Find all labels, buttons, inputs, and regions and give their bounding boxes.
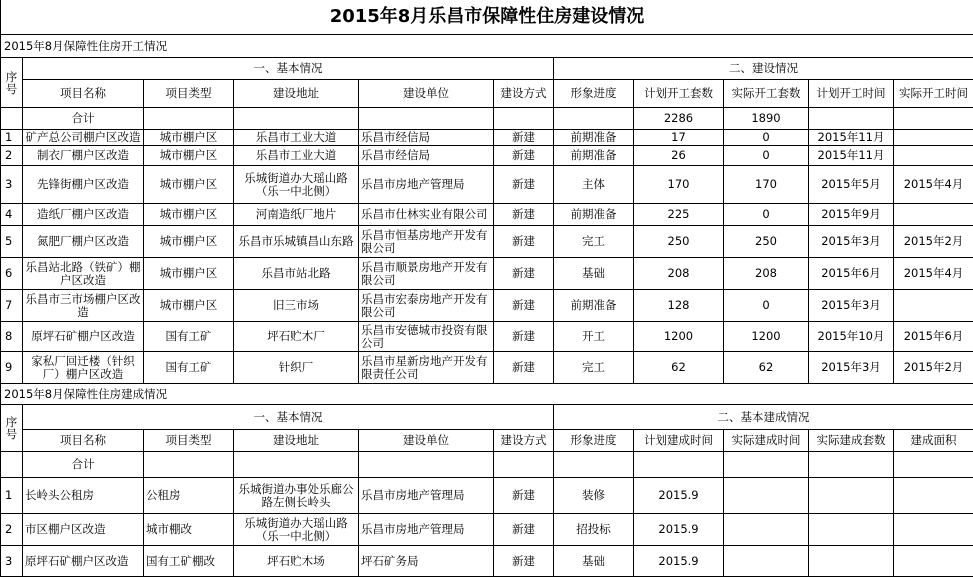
table-cell-addr: 乐城街道办事处乐廊公路左侧长岭头 bbox=[234, 478, 359, 514]
section2-total-empty bbox=[494, 452, 554, 478]
section2-total-empty bbox=[894, 452, 973, 478]
table-cell-name: 矿产总公司棚户区改造 bbox=[23, 130, 144, 146]
table-cell-mode: 新建 bbox=[494, 546, 554, 577]
section2-col-header: 形象进度 bbox=[554, 430, 634, 452]
section2-col-header: 建设地址 bbox=[234, 430, 359, 452]
section2-total-empty bbox=[809, 452, 894, 478]
table-cell-empty bbox=[724, 478, 809, 514]
table-cell-actual_time bbox=[894, 130, 973, 146]
table-cell-unit: 乐昌市房地产管理局 bbox=[359, 166, 494, 204]
section1-total-empty bbox=[359, 108, 494, 130]
section1-group-basic: 一、基本情况 bbox=[23, 58, 554, 80]
table-cell-addr: 坪石贮木场 bbox=[234, 546, 359, 577]
table-cell-type: 城市棚户区 bbox=[144, 258, 234, 290]
table-cell-addr: 旧三市场 bbox=[234, 290, 359, 322]
table-cell-empty bbox=[724, 514, 809, 546]
table-cell-plan_units: 17 bbox=[634, 130, 724, 146]
table-cell-plan_units: 170 bbox=[634, 166, 724, 204]
section2-col-header: 实际建成套数 bbox=[809, 430, 894, 452]
section1-col-header: 计划开工时间 bbox=[809, 80, 894, 108]
table-row-number: 4 bbox=[1, 204, 23, 226]
table-cell-type: 城市棚户区 bbox=[144, 146, 234, 166]
table-cell-type: 城市棚户区 bbox=[144, 166, 234, 204]
section2-group-progress: 二、基本建成情况 bbox=[554, 405, 973, 430]
table-cell-actual_time: 2015年2月 bbox=[894, 352, 973, 384]
section2-title: 2015年8月保障性住房建成情况 bbox=[1, 384, 973, 405]
section1-col-header: 计划开工套数 bbox=[634, 80, 724, 108]
section1-total-empty bbox=[894, 108, 973, 130]
table-cell-actual_units: 0 bbox=[724, 290, 809, 322]
table-cell-progress: 前期准备 bbox=[554, 130, 634, 146]
table-cell-progress: 完工 bbox=[554, 352, 634, 384]
section1-col-header: 实际开工套数 bbox=[724, 80, 809, 108]
table-cell-type: 城市棚户区 bbox=[144, 290, 234, 322]
table-cell-empty bbox=[894, 478, 973, 514]
section1-col-header: 建设地址 bbox=[234, 80, 359, 108]
section1-total-empty bbox=[809, 108, 894, 130]
table-cell-actual_units: 0 bbox=[724, 130, 809, 146]
table-cell-plan_time: 2015年3月 bbox=[809, 226, 894, 258]
section1-total-seq bbox=[1, 108, 23, 130]
table-cell-mode: 新建 bbox=[494, 352, 554, 384]
table-cell-empty bbox=[809, 478, 894, 514]
table-cell-progress: 主体 bbox=[554, 166, 634, 204]
table-cell-name: 市区棚户区改造 bbox=[23, 514, 144, 546]
table-cell-type: 公租房 bbox=[144, 478, 234, 514]
section1-col-header: 形象进度 bbox=[554, 80, 634, 108]
table-cell-mode: 新建 bbox=[494, 322, 554, 352]
table-cell-unit: 乐昌市仕林实业有限公司 bbox=[359, 204, 494, 226]
table-cell-plan_units: 1200 bbox=[634, 322, 724, 352]
section1-total-label: 合计 bbox=[23, 108, 144, 130]
table-cell-addr: 坪石贮木厂 bbox=[234, 322, 359, 352]
table-cell-plan_units: 208 bbox=[634, 258, 724, 290]
section1-col-header: 建设方式 bbox=[494, 80, 554, 108]
table-cell-unit: 乐昌市经信局 bbox=[359, 130, 494, 146]
table-cell-plan_units: 62 bbox=[634, 352, 724, 384]
section2-total-empty bbox=[144, 452, 234, 478]
table-cell-progress: 基础 bbox=[554, 546, 634, 577]
table-cell-actual_units: 250 bbox=[724, 226, 809, 258]
table-cell-plan_units: 128 bbox=[634, 290, 724, 322]
table-cell-actual_units: 170 bbox=[724, 166, 809, 204]
table-cell-mode: 新建 bbox=[494, 130, 554, 146]
table-cell-name: 原坪石矿棚户区改造 bbox=[23, 546, 144, 577]
table-cell-empty bbox=[809, 514, 894, 546]
table-cell-addr: 河南造纸厂地片 bbox=[234, 204, 359, 226]
table-cell-unit: 乐昌市房地产管理局 bbox=[359, 478, 494, 514]
section1-seq-header: 序号 bbox=[1, 58, 23, 108]
table-cell-addr: 乐城街道办大瑶山路（乐一中北侧） bbox=[234, 166, 359, 204]
table-cell-progress: 基础 bbox=[554, 258, 634, 290]
section2-col-header: 建设方式 bbox=[494, 430, 554, 452]
table-row-number: 8 bbox=[1, 322, 23, 352]
table-cell-progress: 前期准备 bbox=[554, 290, 634, 322]
table-cell-name: 原坪石矿棚户区改造 bbox=[23, 322, 144, 352]
table-row-number: 7 bbox=[1, 290, 23, 322]
table-cell-unit: 乐昌市星新房地产开发有限责任公司 bbox=[359, 352, 494, 384]
table-cell-unit: 乐昌市安德城市投资有限公司 bbox=[359, 322, 494, 352]
section1-total-empty bbox=[494, 108, 554, 130]
table-cell-type: 国有工矿棚改 bbox=[144, 546, 234, 577]
table-cell-actual_units: 62 bbox=[724, 352, 809, 384]
table-cell-actual_time: 2015年6月 bbox=[894, 322, 973, 352]
table-cell-actual_units: 208 bbox=[724, 258, 809, 290]
table-cell-actual_units: 1200 bbox=[724, 322, 809, 352]
section2-total-empty bbox=[634, 452, 724, 478]
table-cell-progress: 装修 bbox=[554, 478, 634, 514]
table-row-number: 1 bbox=[1, 478, 23, 514]
table-cell-addr: 乐昌市乐城镇昌山东路 bbox=[234, 226, 359, 258]
table-cell-plan_time: 2015年10月 bbox=[809, 322, 894, 352]
table-cell-empty bbox=[809, 546, 894, 577]
section1-total-actual: 1890 bbox=[724, 108, 809, 130]
section1-col-header: 建设单位 bbox=[359, 80, 494, 108]
table-row-number: 5 bbox=[1, 226, 23, 258]
section1-total-planned: 2286 bbox=[634, 108, 724, 130]
section1-total-empty bbox=[144, 108, 234, 130]
table-cell-addr: 针织厂 bbox=[234, 352, 359, 384]
table-cell-plan_units: 250 bbox=[634, 226, 724, 258]
section2-col-header: 项目类型 bbox=[144, 430, 234, 452]
table-cell-mode: 新建 bbox=[494, 226, 554, 258]
section2-seq-header: 序号 bbox=[1, 405, 23, 452]
table-cell-unit: 乐昌市宏泰房地产开发有限公司 bbox=[359, 290, 494, 322]
table-cell-addr: 乐城街道办大瑶山路（乐一中北侧） bbox=[234, 514, 359, 546]
table-cell-progress: 招投标 bbox=[554, 514, 634, 546]
section1-col-header: 项目类型 bbox=[144, 80, 234, 108]
table-cell-plan_time: 2015年3月 bbox=[809, 290, 894, 322]
table-cell-actual_time: 2015年2月 bbox=[894, 226, 973, 258]
section2-col-header: 实际建成时间 bbox=[724, 430, 809, 452]
table-cell-type: 城市棚户区 bbox=[144, 226, 234, 258]
section2-total-label: 合计 bbox=[23, 452, 144, 478]
table-cell-actual_time: 2015年4月 bbox=[894, 166, 973, 204]
table-cell-plan_units: 26 bbox=[634, 146, 724, 166]
table-cell-mode: 新建 bbox=[494, 514, 554, 546]
table-row-number: 3 bbox=[1, 166, 23, 204]
table-cell-plan_time: 2015年6月 bbox=[809, 258, 894, 290]
table-cell-addr: 乐昌市工业大道 bbox=[234, 130, 359, 146]
section2-col-header: 建设单位 bbox=[359, 430, 494, 452]
table-cell-type: 城市棚户区 bbox=[144, 130, 234, 146]
table-cell-mode: 新建 bbox=[494, 204, 554, 226]
table-cell-plan_time: 2015年9月 bbox=[809, 204, 894, 226]
section1-group-progress: 二、建设情况 bbox=[554, 58, 973, 80]
section2-col-header: 项目名称 bbox=[23, 430, 144, 452]
table-cell-unit: 乐昌市顺景房地产开发有限公司 bbox=[359, 258, 494, 290]
section2-group-basic: 一、基本情况 bbox=[23, 405, 554, 430]
section1-col-header: 项目名称 bbox=[23, 80, 144, 108]
table-cell-plan_time: 2015.9 bbox=[634, 514, 724, 546]
table-cell-actual_time bbox=[894, 290, 973, 322]
section1-col-header: 实际开工时间 bbox=[894, 80, 973, 108]
table-cell-plan_time: 2015.9 bbox=[634, 478, 724, 514]
table-cell-name: 长岭头公租房 bbox=[23, 478, 144, 514]
table-cell-actual_units: 0 bbox=[724, 204, 809, 226]
table-row-number: 6 bbox=[1, 258, 23, 290]
section1-total-empty bbox=[234, 108, 359, 130]
table-cell-unit: 坪石矿务局 bbox=[359, 546, 494, 577]
table-cell-actual_time bbox=[894, 204, 973, 226]
table-cell-plan_time: 2015年3月 bbox=[809, 352, 894, 384]
table-row-number: 9 bbox=[1, 352, 23, 384]
table-row-number: 2 bbox=[1, 514, 23, 546]
table-cell-type: 城市棚改 bbox=[144, 514, 234, 546]
table-row-number: 3 bbox=[1, 546, 23, 577]
table-cell-mode: 新建 bbox=[494, 478, 554, 514]
table-cell-mode: 新建 bbox=[494, 166, 554, 204]
page-title: 2015年8月乐昌市保障性住房建设情况 bbox=[1, 0, 973, 35]
table-cell-type: 城市棚户区 bbox=[144, 204, 234, 226]
table-cell-addr: 乐昌市工业大道 bbox=[234, 146, 359, 166]
table-cell-actual_time bbox=[894, 146, 973, 166]
table-cell-mode: 新建 bbox=[494, 290, 554, 322]
table-cell-type: 国有工矿 bbox=[144, 352, 234, 384]
table-cell-mode: 新建 bbox=[494, 258, 554, 290]
table-cell-plan_time: 2015年11月 bbox=[809, 130, 894, 146]
table-cell-actual_time: 2015年4月 bbox=[894, 258, 973, 290]
table-cell-unit: 乐昌市经信局 bbox=[359, 146, 494, 166]
table-cell-name: 制衣厂棚户区改造 bbox=[23, 146, 144, 166]
table-cell-plan_units: 225 bbox=[634, 204, 724, 226]
section2-total-empty bbox=[554, 452, 634, 478]
table-cell-actual_units: 0 bbox=[724, 146, 809, 166]
table-row-number: 2 bbox=[1, 146, 23, 166]
section2-total-empty bbox=[724, 452, 809, 478]
table-cell-unit: 乐昌市恒基房地产开发有限公司 bbox=[359, 226, 494, 258]
table-cell-progress: 前期准备 bbox=[554, 146, 634, 166]
table-cell-progress: 完工 bbox=[554, 226, 634, 258]
table-cell-name: 造纸厂棚户区改造 bbox=[23, 204, 144, 226]
table-cell-name: 家私厂回迁楼（针织厂）棚户区改造 bbox=[23, 352, 144, 384]
table-cell-name: 乐昌市三市场棚户区改造 bbox=[23, 290, 144, 322]
table-cell-name: 氮肥厂棚户区改造 bbox=[23, 226, 144, 258]
section2-col-header: 建成面积 bbox=[894, 430, 973, 452]
section1-title: 2015年8月保障性住房开工情况 bbox=[1, 35, 973, 58]
section2-total-seq bbox=[1, 452, 23, 478]
section2-col-header: 计划建成时间 bbox=[634, 430, 724, 452]
section1-total-empty bbox=[554, 108, 634, 130]
table-cell-name: 先锋街棚户区改造 bbox=[23, 166, 144, 204]
table-row-number: 1 bbox=[1, 130, 23, 146]
table-cell-unit: 乐昌市房地产管理局 bbox=[359, 514, 494, 546]
section2-total-empty bbox=[234, 452, 359, 478]
table-cell-type: 国有工矿 bbox=[144, 322, 234, 352]
table-cell-empty bbox=[894, 546, 973, 577]
table-cell-plan_time: 2015年5月 bbox=[809, 166, 894, 204]
section2-total-empty bbox=[359, 452, 494, 478]
table-cell-plan_time: 2015.9 bbox=[634, 546, 724, 577]
table-cell-empty bbox=[724, 546, 809, 577]
table-cell-mode: 新建 bbox=[494, 146, 554, 166]
table-cell-empty bbox=[894, 514, 973, 546]
table-cell-name: 乐昌站北路（铁矿）棚户区改造 bbox=[23, 258, 144, 290]
table-cell-plan_time: 2015年11月 bbox=[809, 146, 894, 166]
table-cell-addr: 乐昌市站北路 bbox=[234, 258, 359, 290]
table-cell-progress: 前期准备 bbox=[554, 204, 634, 226]
table-cell-progress: 开工 bbox=[554, 322, 634, 352]
